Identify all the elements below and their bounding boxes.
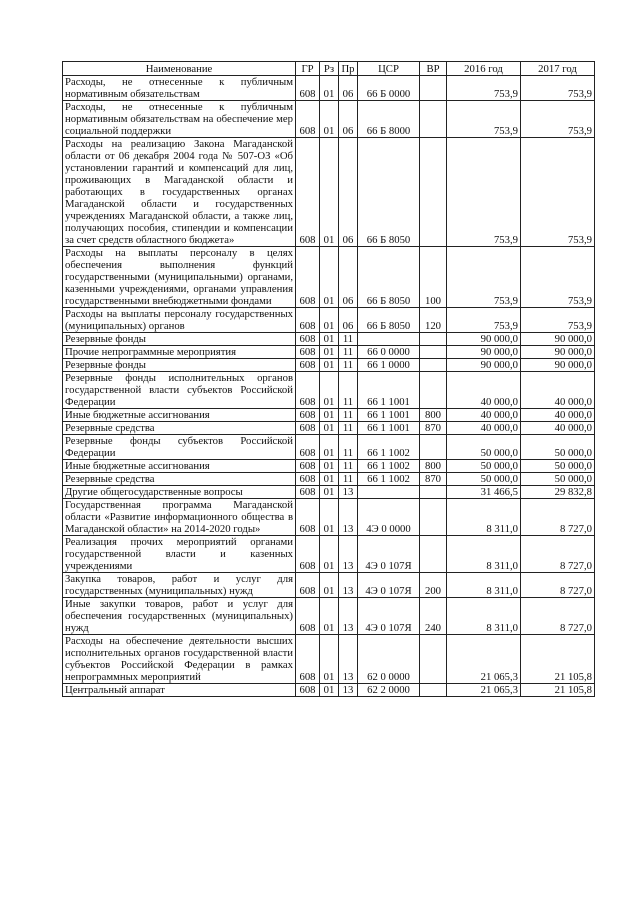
row-amount-2016: 8 311,0 (447, 499, 521, 536)
row-gr: 608 (296, 473, 320, 486)
row-csr (358, 486, 420, 499)
row-rz: 01 (320, 247, 339, 308)
row-pr: 11 (339, 435, 358, 460)
table-row (63, 684, 595, 697)
row-amount-2016: 50 000,0 (447, 435, 521, 460)
row-amount-2016: 40 000,0 (447, 422, 521, 435)
row-gr: 608 (296, 435, 320, 460)
row-rz: 01 (320, 76, 339, 101)
row-vr (420, 359, 447, 372)
row-vr (420, 372, 447, 409)
row-vr (420, 684, 447, 697)
row-rz: 01 (320, 598, 339, 635)
row-gr: 608 (296, 76, 320, 101)
header-gr: ГР (296, 62, 320, 76)
table-row (63, 101, 595, 138)
budget-table (62, 61, 595, 697)
row-amount-2017: 753,9 (521, 138, 595, 247)
row-amount-2016: 40 000,0 (447, 372, 521, 409)
row-amount-2017: 753,9 (521, 101, 595, 138)
row-csr: 66 1 1001 (358, 409, 420, 422)
row-amount-2016: 753,9 (447, 247, 521, 308)
row-gr: 608 (296, 422, 320, 435)
row-amount-2017: 8 727,0 (521, 573, 595, 598)
row-pr: 11 (339, 460, 358, 473)
row-rz: 01 (320, 308, 339, 333)
row-rz: 01 (320, 435, 339, 460)
row-gr: 608 (296, 684, 320, 697)
row-csr: 66 1 1002 (358, 473, 420, 486)
row-name: Расходы, не отнесенные к публичным нормативным обязательствам (63, 76, 296, 101)
row-pr: 06 (339, 247, 358, 308)
row-amount-2016: 21 065,3 (447, 635, 521, 684)
row-rz: 01 (320, 573, 339, 598)
header-name: Наименование (63, 62, 296, 76)
row-name: Другие общегосударственные вопросы (63, 486, 296, 499)
row-amount-2017: 21 105,8 (521, 684, 595, 697)
row-name: Прочие непрограммные мероприятия (63, 346, 296, 359)
row-rz: 01 (320, 486, 339, 499)
row-vr (420, 346, 447, 359)
row-gr: 608 (296, 486, 320, 499)
table-row (63, 460, 595, 473)
row-pr: 13 (339, 684, 358, 697)
row-name: Иные бюджетные ассигнования (63, 460, 296, 473)
row-vr (420, 536, 447, 573)
table-row (63, 473, 595, 486)
header-vr: ВР (420, 62, 447, 76)
table-header-row (63, 62, 595, 76)
row-amount-2017: 29 832,8 (521, 486, 595, 499)
row-amount-2016: 753,9 (447, 76, 521, 101)
row-pr: 11 (339, 372, 358, 409)
row-pr: 11 (339, 409, 358, 422)
row-amount-2016: 753,9 (447, 308, 521, 333)
row-vr: 800 (420, 409, 447, 422)
row-amount-2016: 8 311,0 (447, 598, 521, 635)
row-amount-2016: 90 000,0 (447, 333, 521, 346)
row-vr (420, 138, 447, 247)
row-amount-2016: 21 065,3 (447, 684, 521, 697)
row-vr: 120 (420, 308, 447, 333)
row-rz: 01 (320, 138, 339, 247)
row-name: Центральный аппарат (63, 684, 296, 697)
row-pr: 11 (339, 333, 358, 346)
row-pr: 11 (339, 346, 358, 359)
row-gr: 608 (296, 499, 320, 536)
row-rz: 01 (320, 359, 339, 372)
row-vr (420, 333, 447, 346)
table-row (63, 573, 595, 598)
row-rz: 01 (320, 101, 339, 138)
row-rz: 01 (320, 346, 339, 359)
row-csr: 66 Б 8050 (358, 247, 420, 308)
row-vr (420, 76, 447, 101)
row-gr: 608 (296, 346, 320, 359)
table-row (63, 247, 595, 308)
row-gr: 608 (296, 598, 320, 635)
row-name: Резервные средства (63, 422, 296, 435)
row-gr: 608 (296, 359, 320, 372)
row-name: Реализация прочих мероприятий органами государственной власти и казенных учреждениями (63, 536, 296, 573)
row-csr: 66 1 1001 (358, 422, 420, 435)
row-csr: 62 0 0000 (358, 635, 420, 684)
row-pr: 13 (339, 598, 358, 635)
row-amount-2016: 40 000,0 (447, 409, 521, 422)
table-row (63, 76, 595, 101)
row-csr: 66 Б 8050 (358, 308, 420, 333)
row-csr: 66 Б 8000 (358, 101, 420, 138)
row-rz: 01 (320, 536, 339, 573)
row-gr: 608 (296, 409, 320, 422)
row-name: Резервные фонды (63, 333, 296, 346)
row-name: Резервные фонды (63, 359, 296, 372)
table-row (63, 499, 595, 536)
row-vr: 240 (420, 598, 447, 635)
row-rz: 01 (320, 684, 339, 697)
row-name: Резервные фонды субъектов Российской Федерации (63, 435, 296, 460)
row-pr: 06 (339, 138, 358, 247)
row-gr: 608 (296, 308, 320, 333)
row-rz: 01 (320, 499, 339, 536)
row-csr: 66 1 1002 (358, 460, 420, 473)
row-csr: 4Э 0 107Я (358, 536, 420, 573)
row-csr: 66 1 1002 (358, 435, 420, 460)
row-vr: 100 (420, 247, 447, 308)
row-amount-2017: 8 727,0 (521, 536, 595, 573)
row-amount-2017: 8 727,0 (521, 598, 595, 635)
row-amount-2016: 50 000,0 (447, 473, 521, 486)
row-gr: 608 (296, 460, 320, 473)
row-amount-2017: 753,9 (521, 76, 595, 101)
row-csr (358, 333, 420, 346)
row-amount-2017: 40 000,0 (521, 409, 595, 422)
table-row (63, 346, 595, 359)
row-gr: 608 (296, 247, 320, 308)
row-gr: 608 (296, 138, 320, 247)
row-name: Расходы, не отнесенные к публичным нормативным обязательствам на обеспечение мер социальной поддержки (63, 101, 296, 138)
row-pr: 11 (339, 422, 358, 435)
row-rz: 01 (320, 460, 339, 473)
row-gr: 608 (296, 101, 320, 138)
row-amount-2017: 40 000,0 (521, 372, 595, 409)
row-amount-2017: 40 000,0 (521, 422, 595, 435)
row-amount-2017: 90 000,0 (521, 359, 595, 372)
row-amount-2016: 753,9 (447, 101, 521, 138)
row-amount-2016: 50 000,0 (447, 460, 521, 473)
row-gr: 608 (296, 536, 320, 573)
row-name: Расходы на обеспечение деятельности высших исполнительных органов государственной власти субъектов Российской Федерации в рамках непрограммных мероприятий (63, 635, 296, 684)
row-csr: 4Э 0 107Я (358, 598, 420, 635)
row-amount-2016: 8 311,0 (447, 573, 521, 598)
row-pr: 13 (339, 486, 358, 499)
table-row (63, 409, 595, 422)
row-amount-2016: 90 000,0 (447, 346, 521, 359)
row-amount-2017: 50 000,0 (521, 435, 595, 460)
row-amount-2017: 50 000,0 (521, 460, 595, 473)
header-csr: ЦСР (358, 62, 420, 76)
row-pr: 11 (339, 359, 358, 372)
row-pr: 06 (339, 308, 358, 333)
row-vr (420, 486, 447, 499)
row-csr: 4Э 0 107Я (358, 573, 420, 598)
row-pr: 13 (339, 635, 358, 684)
row-vr (420, 499, 447, 536)
row-vr (420, 635, 447, 684)
table-row (63, 598, 595, 635)
header-pr: Пр (339, 62, 358, 76)
row-pr: 11 (339, 473, 358, 486)
table-row (63, 359, 595, 372)
table-row (63, 635, 595, 684)
header-2017: 2017 год (521, 62, 595, 76)
row-gr: 608 (296, 635, 320, 684)
row-vr: 870 (420, 422, 447, 435)
table-row (63, 486, 595, 499)
row-rz: 01 (320, 409, 339, 422)
row-csr: 62 2 0000 (358, 684, 420, 697)
row-rz: 01 (320, 473, 339, 486)
row-name: Расходы на реализацию Закона Магаданской области от 06 декабря 2004 года № 507-ОЗ «Об установлении гарантий и компенсаций для лиц, проживающих в Магаданской области и работающих в государственных органах Магаданской области и государственных учреждениях Магаданской области, а также лиц, получающих пособия, стипендии и компенсации за счет средств областного бюджета» (63, 138, 296, 247)
row-vr: 800 (420, 460, 447, 473)
row-amount-2017: 50 000,0 (521, 473, 595, 486)
row-csr: 4Э 0 0000 (358, 499, 420, 536)
header-rz: Рз (320, 62, 339, 76)
row-name: Иные закупки товаров, работ и услуг для обеспечения государственных (муниципальных) нужд (63, 598, 296, 635)
row-amount-2017: 90 000,0 (521, 346, 595, 359)
row-name: Закупка товаров, работ и услуг для государственных (муниципальных) нужд (63, 573, 296, 598)
row-vr: 870 (420, 473, 447, 486)
header-2016: 2016 год (447, 62, 521, 76)
row-amount-2016: 31 466,5 (447, 486, 521, 499)
table-row (63, 536, 595, 573)
row-gr: 608 (296, 573, 320, 598)
row-vr: 200 (420, 573, 447, 598)
table-row (63, 435, 595, 460)
row-amount-2017: 753,9 (521, 247, 595, 308)
row-csr: 66 1 0000 (358, 359, 420, 372)
row-rz: 01 (320, 372, 339, 409)
row-name: Иные бюджетные ассигнования (63, 409, 296, 422)
row-rz: 01 (320, 333, 339, 346)
table-row (63, 308, 595, 333)
row-vr (420, 435, 447, 460)
row-amount-2017: 8 727,0 (521, 499, 595, 536)
row-csr: 66 0 0000 (358, 346, 420, 359)
row-amount-2016: 90 000,0 (447, 359, 521, 372)
row-rz: 01 (320, 635, 339, 684)
row-amount-2016: 8 311,0 (447, 536, 521, 573)
row-name: Резервные фонды исполнительных органов государственной власти субъектов Российской Федерации (63, 372, 296, 409)
row-gr: 608 (296, 333, 320, 346)
row-rz: 01 (320, 422, 339, 435)
table-row (63, 333, 595, 346)
row-amount-2016: 753,9 (447, 138, 521, 247)
row-pr: 13 (339, 499, 358, 536)
row-name: Расходы на выплаты персоналу в целях обеспечения выполнения функций государственными (муниципальными) органами, казенными учреждениями, органами управления государственными внебюджетными фондами (63, 247, 296, 308)
row-pr: 06 (339, 76, 358, 101)
row-csr: 66 Б 8050 (358, 138, 420, 247)
table-row (63, 372, 595, 409)
row-gr: 608 (296, 372, 320, 409)
row-amount-2017: 753,9 (521, 308, 595, 333)
row-name: Резервные средства (63, 473, 296, 486)
row-name: Государственная программа Магаданской области «Развитие информационного общества в Магаданской области» на 2014-2020 годы» (63, 499, 296, 536)
row-amount-2017: 21 105,8 (521, 635, 595, 684)
table-row (63, 138, 595, 247)
row-pr: 06 (339, 101, 358, 138)
row-amount-2017: 90 000,0 (521, 333, 595, 346)
row-pr: 13 (339, 573, 358, 598)
row-csr: 66 Б 0000 (358, 76, 420, 101)
row-vr (420, 101, 447, 138)
row-name: Расходы на выплаты персоналу государственных (муниципальных) органов (63, 308, 296, 333)
row-csr: 66 1 1001 (358, 372, 420, 409)
row-pr: 13 (339, 536, 358, 573)
table-row (63, 422, 595, 435)
